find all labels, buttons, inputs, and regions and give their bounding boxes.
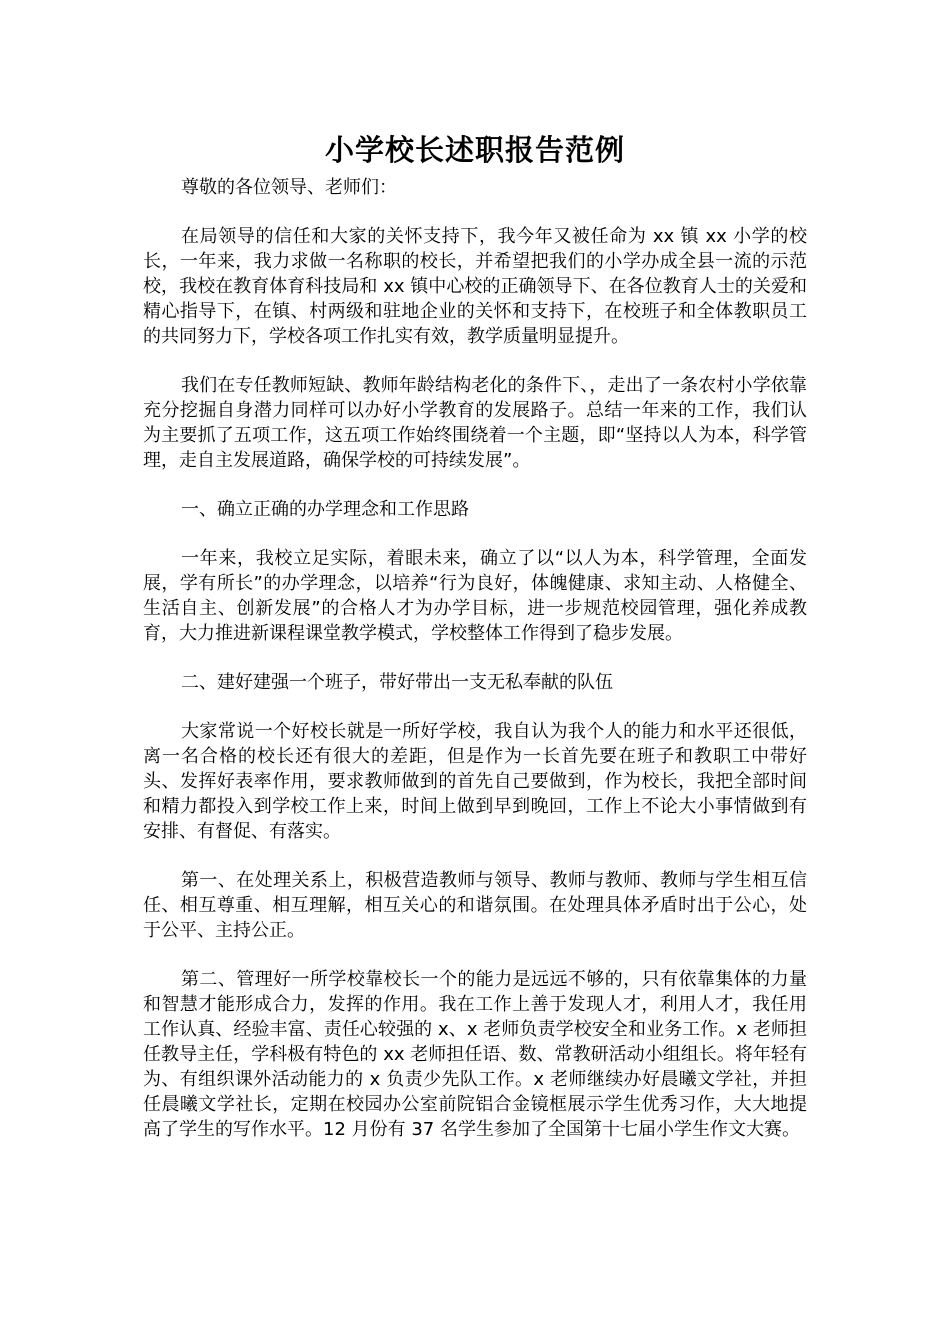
paragraph-intro: 在局领导的信任和大家的关怀支持下，我今年又被任命为 xx 镇 xx 小学的校长，一年来，我力求做一名称职的校长，并希望把我们的小学办成全县一流的示范校，我校在教育体育科技局和 xx 镇中心校的正确领导下、在各位教育人士的关爱和精心指导下，在镇、村两级和驻地企业的关怀和支持下，在校班子和全体教职员工的共同努力下，学校各项工作扎实有效，教学质量明显提升。 xyxy=(143,226,807,347)
paragraph-philosophy: 一年来，我校立足实际，着眼未来，确立了以“以人为本，科学管理，全面发展，学有所长”的办学理念，以培养“行为良好，体魄健康、求知主动、人格健全、生活自主、创新发展”的合格人才为办学目标，进一步规范校园管理，强化养成教育，大力推进新课程课堂教学模式，学校整体工作得到了稳步发展。 xyxy=(143,548,807,644)
paragraph-first: 第一、在处理关系上，积极营造教师与领导、教师与教师、教师与学生相互信任、相互尊重、相互理解，相互关心的和谐氛围。在处理具体矛盾时出于公心，处于公平、主持公正。 xyxy=(143,870,807,941)
document-body xyxy=(143,175,807,1142)
paragraph-leadership: 大家常说一个好校长就是一所好学校，我自认为我个人的能力和水平还很低，离一名合格的校长还有很大的差距，但是作为一长首先要在班子和教职工中带好头、发挥好表率作用，要求教师做到的首先自己要做到，作为校长，我把全部时间和精力都投入到学校工作上来，时间上做到早到晚回，工作上不论大小事情做到有安排、有督促、有落实。 xyxy=(143,721,807,842)
section-heading-2: 二、建好建强一个班子，带好带出一支无私奉献的队伍 xyxy=(181,672,613,693)
page-title: 小学校长述职报告范例 xyxy=(324,133,625,167)
paragraph-summary: 我们在专任教师短缺、教师年龄结构老化的条件下、，走出了一条农村小学依靠充分挖掘自身潜力同样可以办好小学教育的发展路子。总结一年来的工作，我们认为主要抓了五项工作，这五项工作始终围绕着一个主题，即“坚持以人为本，科学管理，走自主发展道路，确保学校的可持续发展”。 xyxy=(143,375,807,471)
paragraph-second: 第二、管理好一所学校靠校长一个的能力是远远不够的，只有依靠集体的力量和智慧才能形成合力，发挥的作用。我在工作上善于发现人才，利用人才，我任用工作认真、经验丰富、责任心较强的 x、x 老师负责学校安全和业务工作。x 老师担任教导主任，学科极有特色的 xx 老师担任语、数、常教研活动小组组长。将年轻有为、有组织课外活动能力的 x 负责少先队工作。x 老师继续办好晨曦文学社，并担任晨曦文学社长，定期在校园办公室前院铝合金镜框展示学生优秀习作，大大地提高了学生的写作水平。12 月份有 37 名学生参加了全国第十七届小学生作文大赛。 xyxy=(143,969,807,1140)
section-heading-1: 一、确立正确的办学理念和工作思路 xyxy=(181,499,469,520)
salutation: 尊敬的各位领导、老师们： xyxy=(181,177,397,198)
